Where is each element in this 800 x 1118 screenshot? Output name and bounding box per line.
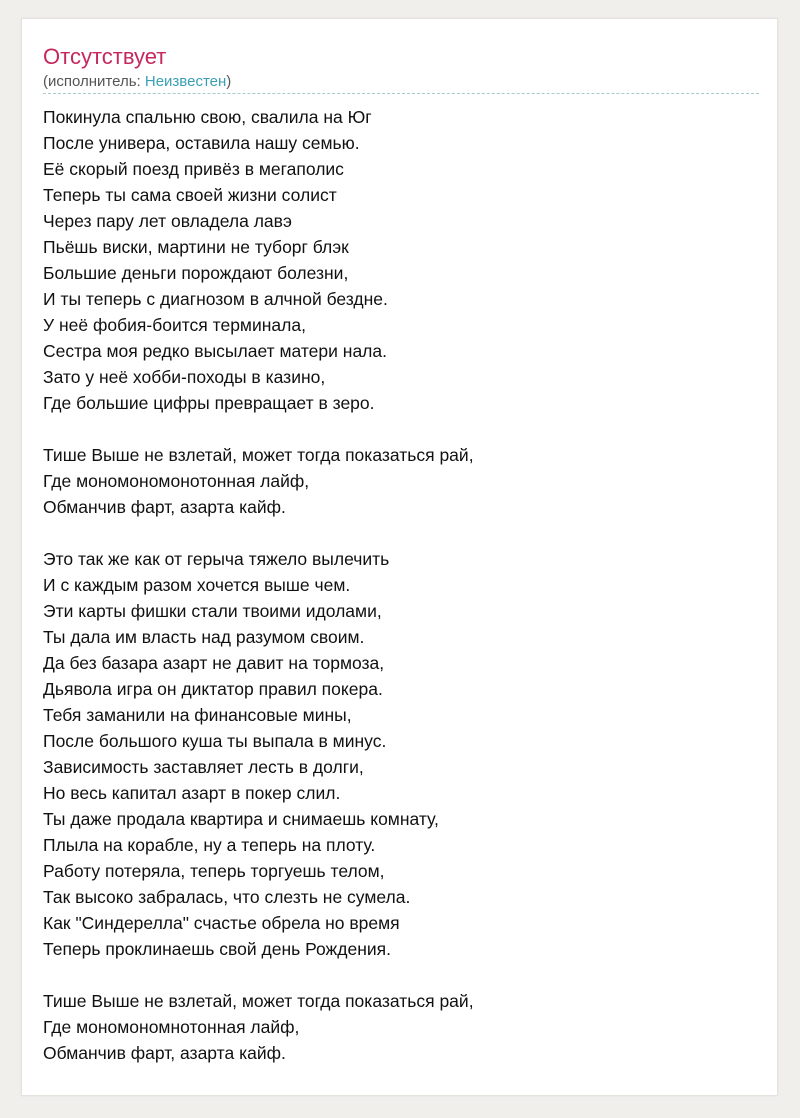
lyrics-line: Плыла на корабле, ну а теперь на плоту. xyxy=(43,835,376,855)
lyrics-line: Где большие цифры превращает в зеро. xyxy=(43,393,375,413)
artist-line xyxy=(43,73,231,91)
lyrics-line: Через пару лет овладела лавэ xyxy=(43,211,292,231)
title-divider xyxy=(43,93,759,94)
lyrics-line: Тише Выше не взлетай, может тогда показаться рай, xyxy=(43,445,474,465)
lyrics-line: Теперь проклинаешь свой день Рождения. xyxy=(43,939,391,959)
lyrics-line: Работу потеряла, теперь торгуешь телом, xyxy=(43,861,385,881)
lyrics-line: После универа, оставила нашу семью. xyxy=(43,133,360,153)
artist-suffix: ) xyxy=(226,73,232,90)
lyrics-line: Покинула спальню свою, свалила на Юг xyxy=(43,107,372,127)
lyrics-line: Теперь ты сама своей жизни солист xyxy=(43,185,337,205)
lyrics-line: Зато у неё хобби-походы в казино, xyxy=(43,367,326,387)
lyrics-line: И с каждым разом хочется выше чем. xyxy=(43,575,351,595)
lyrics-line: Зависимость заставляет лесть в долги, xyxy=(43,757,364,777)
lyrics-line: Это так же как от герыча тяжело вылечить xyxy=(43,549,390,569)
lyrics-line: И ты теперь с диагнозом в алчной бездне. xyxy=(43,289,388,309)
lyrics-line: Эти карты фишки стали твоими идолами, xyxy=(43,601,382,621)
lyrics-line: Тише Выше не взлетай, может тогда показаться рай, xyxy=(43,991,474,1011)
lyrics-line: Большие деньги порождают болезни, xyxy=(43,263,349,283)
lyrics-stanza xyxy=(43,442,759,520)
lyrics-line: Дьявола игра он диктатор правил покера. xyxy=(43,679,383,699)
lyrics-line: Ты даже продала квартира и снимаешь комнату, xyxy=(43,809,439,829)
lyrics-line: Так высоко забралась, что слезть не сумела. xyxy=(43,887,411,907)
artist-prefix: (исполнитель: xyxy=(43,73,145,90)
artist-link[interactable]: Неизвестен xyxy=(144,73,227,90)
lyrics-body xyxy=(43,104,759,1092)
lyrics-line: Где мономономонотонная лайф, xyxy=(43,471,310,491)
lyrics-stanza xyxy=(43,988,759,1066)
lyrics-line: Сестра моя редко высылает матери нала. xyxy=(43,341,387,361)
song-title: Отсутствует xyxy=(43,44,167,69)
lyrics-line: Да без базара азарт не давит на тормоза, xyxy=(43,653,385,673)
lyrics-line: Обманчив фарт, азарта кайф. xyxy=(43,497,286,517)
lyrics-stanza xyxy=(43,546,759,962)
lyrics-line: Тебя заманили на финансовые мины, xyxy=(43,705,352,725)
lyrics-line: Ты дала им власть над разумом своим. xyxy=(43,627,365,647)
lyrics-line: У неё фобия-боится терминала, xyxy=(43,315,306,335)
lyrics-line: Но весь капитал азарт в покер слил. xyxy=(43,783,341,803)
lyrics-line: Пьёшь виски, мартини не туборг блэк xyxy=(43,237,349,257)
lyrics-line: Где мономономнотонная лайф, xyxy=(43,1017,300,1037)
lyrics-line: После большого куша ты выпала в минус. xyxy=(43,731,387,751)
lyrics-line: Как "Синдерелла" счастье обрела но время xyxy=(43,913,400,933)
lyrics-card xyxy=(21,18,778,1096)
lyrics-line: Её скорый поезд привёз в мегаполис xyxy=(43,159,344,179)
lyrics-line: Обманчив фарт, азарта кайф. xyxy=(43,1043,286,1063)
lyrics-stanza xyxy=(43,104,759,416)
